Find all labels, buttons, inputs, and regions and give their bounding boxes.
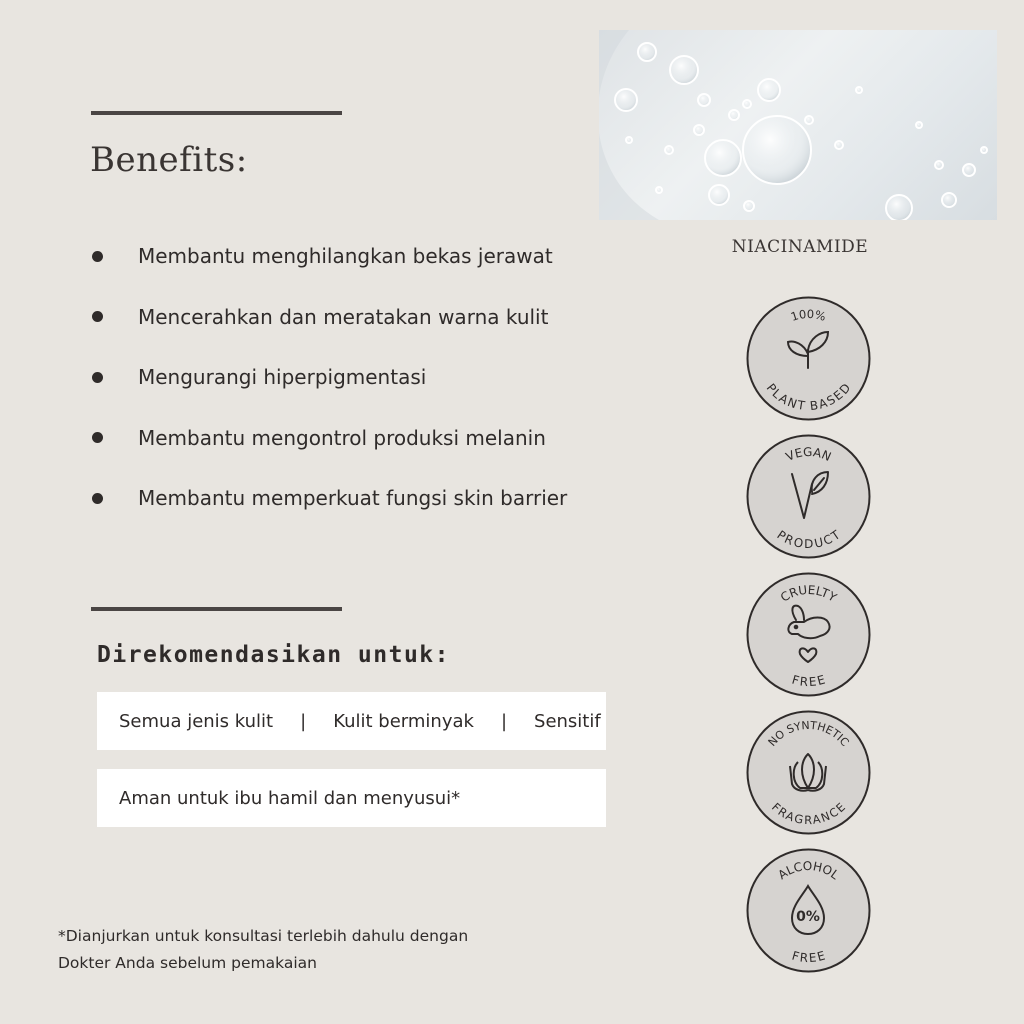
pregnancy-safe-text: Aman untuk ibu hamil dan menyusui* <box>119 787 461 809</box>
recommended-title: Direkomendasikan untuk: <box>97 642 450 668</box>
bullet-icon <box>92 493 103 504</box>
list-item <box>90 226 610 287</box>
footnote-line: *Dianjurkan untuk konsultasi terlebih dahulu dengan <box>58 927 469 945</box>
benefit-text: Membantu memperkuat fungsi skin barrier <box>138 486 568 511</box>
badge-top-text: CRUELTY <box>778 582 840 605</box>
middle-divider-rule <box>91 607 342 611</box>
footnote-line: Dokter Anda sebelum pemakaian <box>58 954 317 972</box>
badge-bottom-text: PLANT BASED <box>763 380 854 414</box>
plant-based-badge <box>746 296 871 421</box>
badge-bottom-text: FRAGRANCE <box>769 799 848 828</box>
cruelty-free-badge <box>746 572 871 697</box>
tag-sensitive: Sensitif <box>534 710 601 732</box>
tag-all-skin: Semua jenis kulit <box>119 710 274 732</box>
badge-top-text: 100% <box>789 306 828 325</box>
bullet-icon <box>92 251 103 262</box>
badge-center-text: 0% <box>796 909 820 925</box>
no-synthetic-fragrance-badge <box>746 710 871 835</box>
badge-bottom-text: FREE <box>790 672 827 690</box>
badge-bottom-text: PRODUCT <box>774 527 843 552</box>
list-item <box>90 347 610 408</box>
top-divider-rule <box>91 111 342 115</box>
benefits-list <box>90 226 610 529</box>
tag-separator: | <box>300 710 307 732</box>
benefit-text: Membantu mengontrol produksi melanin <box>138 425 546 450</box>
benefit-text: Mencerahkan dan meratakan warna kulit <box>138 304 549 329</box>
benefit-text: Membantu menghilangkan bekas jerawat <box>138 244 553 269</box>
pregnancy-safe-note <box>97 769 606 827</box>
vegan-product-badge <box>746 434 871 559</box>
badge-top-text: ALCOHOL <box>775 858 842 883</box>
tag-separator: | <box>500 710 508 732</box>
benefits-title: Benefits: <box>90 140 248 180</box>
bubbles-illustration <box>599 30 997 220</box>
badge-top-text: VEGAN <box>783 444 834 464</box>
skin-type-tags <box>97 692 606 750</box>
alcohol-free-badge <box>746 848 871 973</box>
footnote <box>58 923 518 977</box>
bullet-icon <box>92 372 103 383</box>
list-item <box>90 408 610 469</box>
bubbles-image <box>599 30 997 220</box>
list-item <box>90 468 610 529</box>
tag-oily-skin: Kulit berminyak <box>333 710 474 732</box>
list-item <box>90 287 610 348</box>
ingredient-caption: NIACINAMIDE <box>731 237 869 257</box>
bullet-icon <box>92 311 103 322</box>
badge-bottom-text: FREE <box>790 948 827 966</box>
bullet-icon <box>92 432 103 443</box>
benefit-text: Mengurangi hiperpigmentasi <box>138 365 427 390</box>
badge-top-text: NO SYNTHETIC <box>765 718 852 749</box>
